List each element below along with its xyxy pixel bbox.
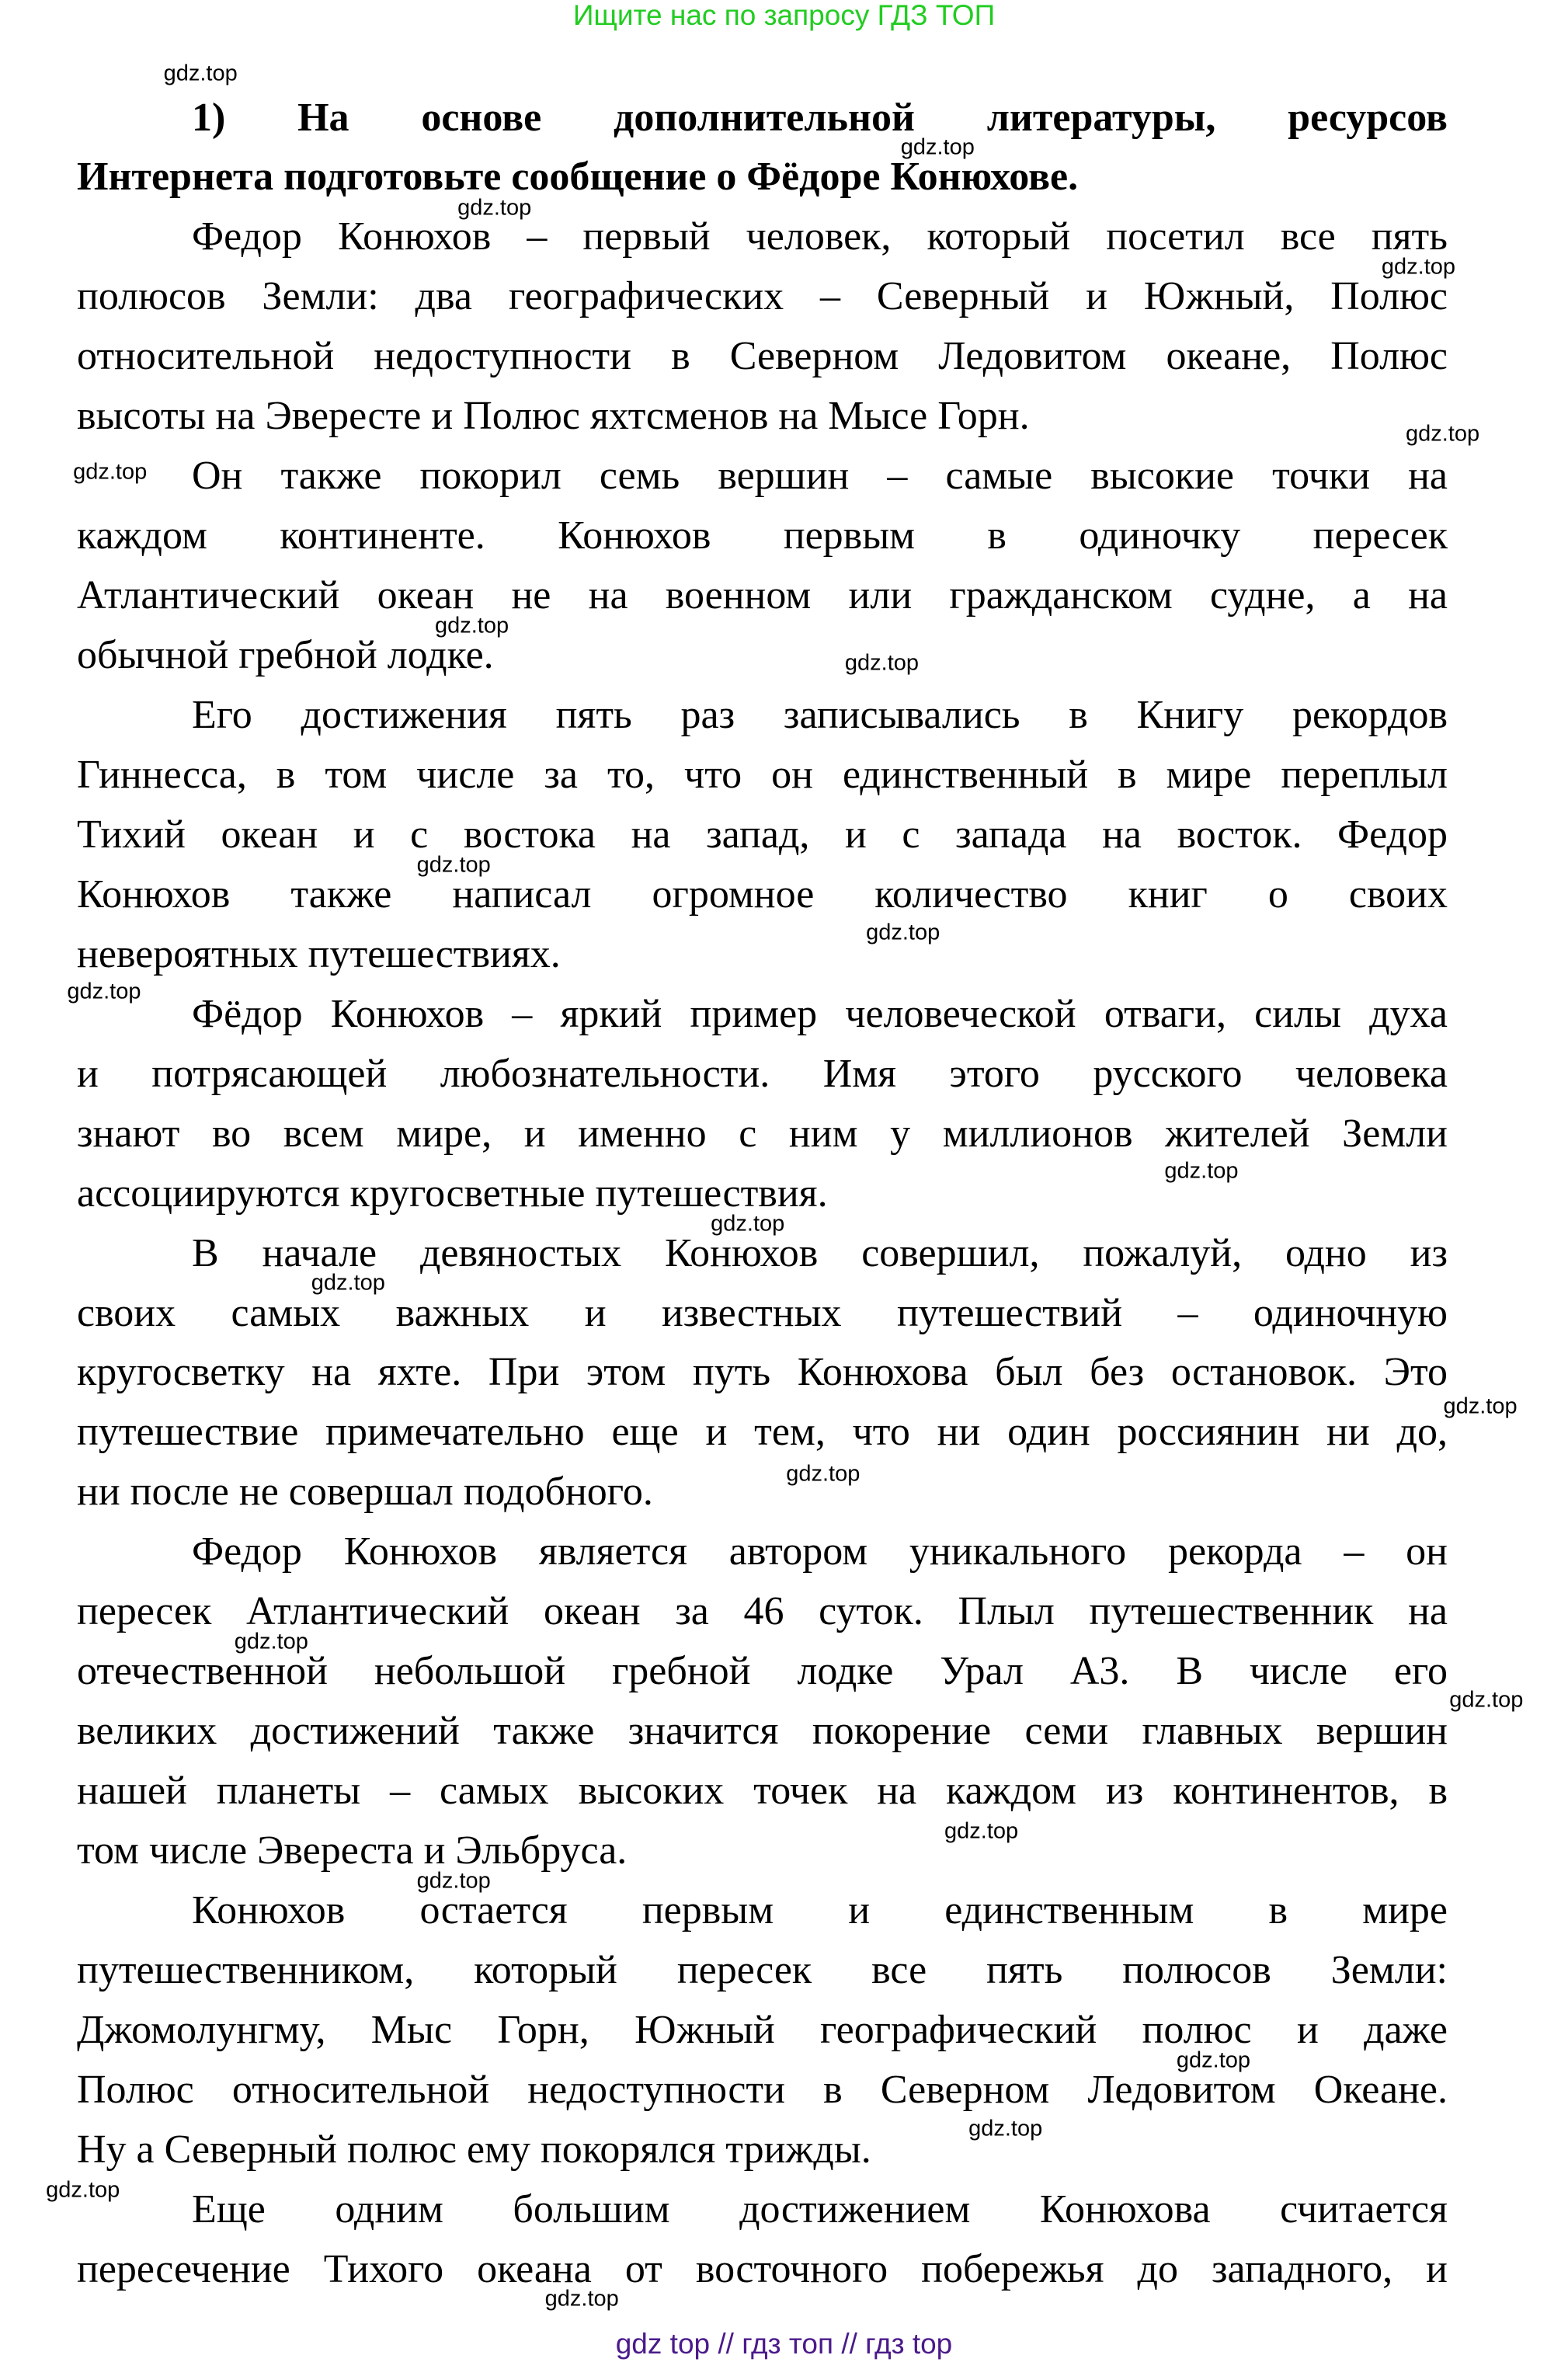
paragraph-line: каждом континенте. Конюхов первым в одиночку пересек xyxy=(77,513,1448,558)
watermark-text: gdz.top xyxy=(786,1461,860,1487)
paragraph-line: обычной гребной лодке. xyxy=(77,633,494,678)
watermark-text: gdz.top xyxy=(944,1818,1019,1844)
paragraph-line: полюсов Земли: два географических – Северный и Южный, Полюс xyxy=(77,274,1448,319)
watermark-text: gdz.top xyxy=(46,2177,120,2203)
paragraph-line: своих самых важных и известных путешествий – одиночную xyxy=(77,1290,1448,1335)
paragraph-line: Фёдор Конюхов – яркий пример человеческой отваги, силы духа xyxy=(192,991,1448,1036)
paragraph-line: Атлантический океан не на военном или гражданском судне, а на xyxy=(77,573,1448,618)
paragraph-line: В начале девяностых Конюхов совершил, пожалуй, одно из xyxy=(192,1230,1448,1275)
paragraph-line: Ну а Северный полюс ему покорялся трижды. xyxy=(77,2127,871,2172)
watermark-text: gdz.top xyxy=(1449,1687,1524,1713)
paragraph-line: пересечение Тихого океана от восточного побережья до западного, и xyxy=(77,2246,1448,2291)
paragraph-line: знают во всем мире, и именно с ним у миллионов жителей Земли xyxy=(77,1111,1448,1156)
watermark-text: gdz.top xyxy=(416,852,491,878)
paragraph-line: отечественной небольшой гребной лодке Урал А3. В числе его xyxy=(77,1649,1448,1694)
watermark-text: gdz.top xyxy=(1405,421,1480,447)
watermark-text: gdz.top xyxy=(1443,1393,1518,1419)
title-line: Интернета подготовьте сообщение о Фёдоре Конюхове. xyxy=(77,155,1079,200)
watermark-text: gdz.top xyxy=(434,613,509,638)
paragraph-line: Федор Конюхов является автором уникального рекорда – он xyxy=(192,1529,1448,1574)
footer-banner: gdz top // гдз топ // гдз top xyxy=(615,2328,953,2360)
paragraph-line: Джомолунгму, Мыс Горн, Южный географический полюс и даже xyxy=(77,2007,1448,2052)
watermark-text: gdz.top xyxy=(544,2286,619,2312)
watermark-text: gdz.top xyxy=(900,134,975,160)
watermark-text: gdz.top xyxy=(163,61,238,86)
paragraph-line: Гиннесса, в том числе за то, что он единственный в мире переплыл xyxy=(77,752,1448,797)
paragraph-line: ассоциируются кругосветные путешествия. xyxy=(77,1171,828,1216)
paragraph-line: путешествие примечательно еще и тем, что ни один россиянин ни до, xyxy=(77,1410,1448,1455)
paragraph-line: путешественником, который пересек все пять полюсов Земли: xyxy=(77,1947,1448,1992)
watermark-text: gdz.top xyxy=(67,979,141,1004)
watermark-text: gdz.top xyxy=(234,1629,308,1654)
watermark-text: gdz.top xyxy=(416,1868,491,1894)
paragraph-line: пересек Атлантический океан за 46 суток. Плыл путешественник на xyxy=(77,1589,1448,1634)
paragraph-line: Его достижения пять раз записывались в Книгу рекордов xyxy=(192,693,1448,737)
paragraph-line: невероятных путешествиях. xyxy=(77,931,561,976)
paragraph-line: Полюс относительной недоступности в Северном Ледовитом Океане. xyxy=(77,2067,1448,2112)
title-line: 1) На основе дополнительной литературы, ресурсов xyxy=(192,95,1448,140)
paragraph-line: и потрясающей любознательности. Имя этого русского человека xyxy=(77,1051,1448,1096)
watermark-text: gdz.top xyxy=(73,459,148,485)
watermark-text: gdz.top xyxy=(1164,1158,1239,1184)
watermark-text: gdz.top xyxy=(866,920,940,945)
paragraph-line: кругосветку на яхте. При этом путь Конюхова был без остановок. Это xyxy=(77,1350,1448,1395)
watermark-text: gdz.top xyxy=(1176,2047,1251,2073)
watermark-text: gdz.top xyxy=(844,650,920,676)
paragraph-line: великих достижений также значится покорение семи главных вершин xyxy=(77,1709,1448,1754)
header-banner: Ищите нас по запросу ГДЗ ТОП xyxy=(572,0,996,31)
paragraph-line: относительной недоступности в Северном Ледовитом океане, Полюс xyxy=(77,334,1448,379)
watermark-text: gdz.top xyxy=(311,1270,385,1296)
paragraph-line: том числе Эвереста и Эльбруса. xyxy=(77,1828,628,1873)
paragraph-line: Еще одним большим достижением Конюхова считается xyxy=(192,2186,1448,2232)
watermark-text: gdz.top xyxy=(968,2116,1043,2141)
watermark-text: gdz.top xyxy=(1381,254,1456,280)
paragraph-line: Он также покорил семь вершин – самые высокие точки на xyxy=(192,454,1448,499)
watermark-text: gdz.top xyxy=(457,195,532,221)
paragraph-line: Тихий океан и с востока на запад, и с запада на восток. Федор xyxy=(77,812,1448,857)
watermark-text: gdz.top xyxy=(711,1211,785,1237)
paragraph-line: Конюхов также написал огромное количество книг о своих xyxy=(77,871,1448,917)
paragraph-line: нашей планеты – самых высоких точек на каждом из континентов, в xyxy=(77,1769,1448,1814)
paragraph-line: Конюхов остается первым и единственным в мире xyxy=(192,1888,1448,1932)
paragraph-line: ни после не совершал подобного. xyxy=(77,1470,653,1515)
paragraph-line: Федор Конюхов – первый человек, который посетил все пять xyxy=(192,214,1448,259)
paragraph-line: высоты на Эвересте и Полюс яхтсменов на Мысе Горн. xyxy=(77,394,1030,439)
